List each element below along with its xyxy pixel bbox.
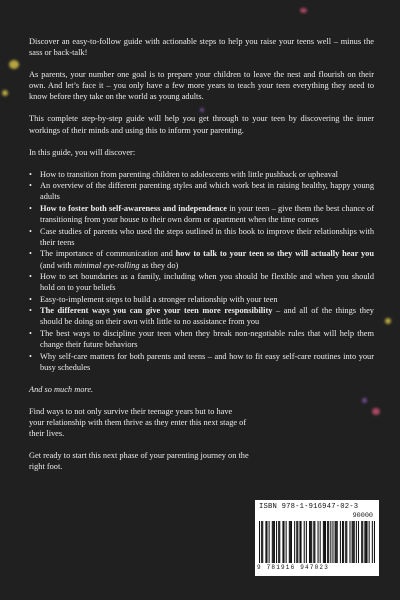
pink-paint-splash: [300, 8, 307, 13]
barcode-bar: [369, 521, 370, 563]
list-item: • The best ways to discipline your teen when they break non-negotiable rules that will help them change their future behaviors: [29, 328, 374, 350]
barcode-bar: [324, 521, 325, 563]
barcode-bar: [374, 521, 375, 563]
barcode-bar: [296, 521, 297, 563]
list-item: • The importance of communication and how to talk to your teen so they will actually hear you (and with minimal eye-rolling as they do): [29, 248, 374, 270]
list-item: • An overview of the different parenting styles and which work best in raising healthy, happy young adults: [29, 180, 374, 202]
barcode-bar: [337, 521, 338, 563]
barcode-bar: [342, 521, 343, 563]
barcode-bar: [291, 521, 292, 563]
barcode-bar: [272, 521, 273, 563]
list-item: • Case studies of parents who used the steps outlined in this book to improve their relationships with their teens: [29, 226, 374, 248]
barcode-bar: [335, 521, 336, 563]
barcode-bar: [261, 521, 262, 563]
barcode-bars: [259, 521, 375, 563]
barcode-bar: [353, 521, 354, 563]
barcode-bar: [269, 521, 270, 563]
barcode-bar: [327, 521, 328, 563]
barcode-bar: [276, 521, 277, 563]
barcode-bar: [289, 521, 290, 563]
barcode-bar: [301, 521, 302, 563]
barcode-bar: [361, 521, 362, 563]
isbn-barcode: [255, 500, 379, 576]
isbn-number: ISBN 978-1-916947-02-3: [259, 503, 359, 511]
barcode-bar: [345, 521, 346, 563]
yellow-paint-splash: [9, 60, 19, 69]
barcode-bar: [325, 521, 326, 563]
barcode-bar: [358, 521, 359, 563]
barcode-bar: [306, 521, 307, 563]
closing-section: [29, 406, 249, 472]
intro-paragraph-2: As parents, your number one goal is to prepare your children to leave the nest and flourish on their own. And let’s face it – you only have a few more years to teach your teen everything they need to know before they take on the world as young adults.: [29, 70, 374, 102]
barcode-bar: [259, 521, 260, 563]
discover-list: [29, 169, 374, 373]
barcode-bar: [309, 521, 310, 563]
barcode-bar: [346, 521, 347, 563]
intro-paragraph-1: Discover an easy-to-follow guide with actionable steps to help you raise your teens well – minus the sass or back-talk!: [29, 37, 374, 58]
yellow-paint-splash: [2, 90, 8, 96]
intro-paragraph-3: This complete step-by-step guide will help you get through to your teen by discovering the inner workings of their minds and using this to inform your parenting.: [29, 114, 374, 135]
barcode-bar: [328, 521, 329, 563]
barcode-bar: [273, 521, 274, 563]
list-item: • How to transition from parenting children to adolescents with little pushback or upheaval: [29, 169, 374, 180]
barcode-bar: [294, 521, 295, 563]
barcode-digits: 9 781916 947023: [257, 564, 330, 571]
barcode-bar: [336, 521, 337, 563]
barcode-bar: [362, 521, 363, 563]
barcode-bar: [352, 521, 353, 563]
barcode-bar: [282, 521, 283, 563]
barcode-bar: [297, 521, 298, 563]
barcode-bar: [320, 521, 321, 563]
closing-paragraph-2: Get ready to start this next phase of your parenting journey on the right foot.: [29, 451, 249, 472]
barcode-bar: [372, 521, 373, 563]
barcode-bar: [332, 521, 333, 563]
list-item: • How to foster both self-awareness and independence in your teen – give them the best chance of transitioning from your house to their own dorm or apartment when the time comes: [29, 203, 374, 225]
barcode-bar: [349, 521, 350, 563]
barcode-bar: [274, 521, 275, 563]
list-item: • Easy-to-implement steps to build a stronger relationship with your teen: [29, 294, 374, 305]
closing-paragraph-1: Find ways to not only survive their teenage years but to have your relationship with them thrive as they enter this next stage of their lives.: [29, 407, 247, 439]
barcode-bar: [330, 521, 331, 563]
barcode-bar: [262, 521, 263, 563]
yellow-paint-splash: [385, 318, 391, 324]
list-item: • Why self-care matters for both parents and teens – and how to fit easy self-care routines into your busy schedules: [29, 351, 374, 373]
list-item: • The different ways you can give your teen more responsibility – and all of the things they should be doing on their own with little to no assistance from you: [29, 305, 374, 327]
barcode-bar: [356, 521, 357, 563]
barcode-bar: [311, 521, 312, 563]
barcode-bar: [304, 521, 305, 563]
barcode-bar: [318, 521, 319, 563]
barcode-bar: [313, 521, 314, 563]
barcode-bar: [286, 521, 287, 563]
list-item: • How to set boundaries as a family, including when you should be flexible and when you should hold on to your beliefs: [29, 271, 374, 293]
barcode-bar: [366, 521, 367, 563]
and-so-much-more: And so much more.: [29, 384, 94, 394]
barcode-bar: [290, 521, 291, 563]
barcode-bar: [364, 521, 365, 563]
barcode-bar: [279, 521, 280, 563]
barcode-bar: [323, 521, 324, 563]
intro-paragraph-4: In this guide, you will discover:: [29, 147, 136, 157]
barcode-bar: [283, 521, 284, 563]
barcode-bar: [266, 521, 267, 563]
barcode-bar: [265, 521, 266, 563]
back-cover-text: [29, 36, 374, 484]
price-code: 90000: [352, 512, 373, 520]
barcode-bar: [310, 521, 311, 563]
barcode-bar: [314, 521, 315, 563]
barcode-bar: [343, 521, 344, 563]
barcode-bar: [299, 521, 300, 563]
barcode-bar: [365, 521, 366, 563]
barcode-bar: [354, 521, 355, 563]
barcode-bar: [340, 521, 341, 563]
barcode-bar: [278, 521, 279, 563]
